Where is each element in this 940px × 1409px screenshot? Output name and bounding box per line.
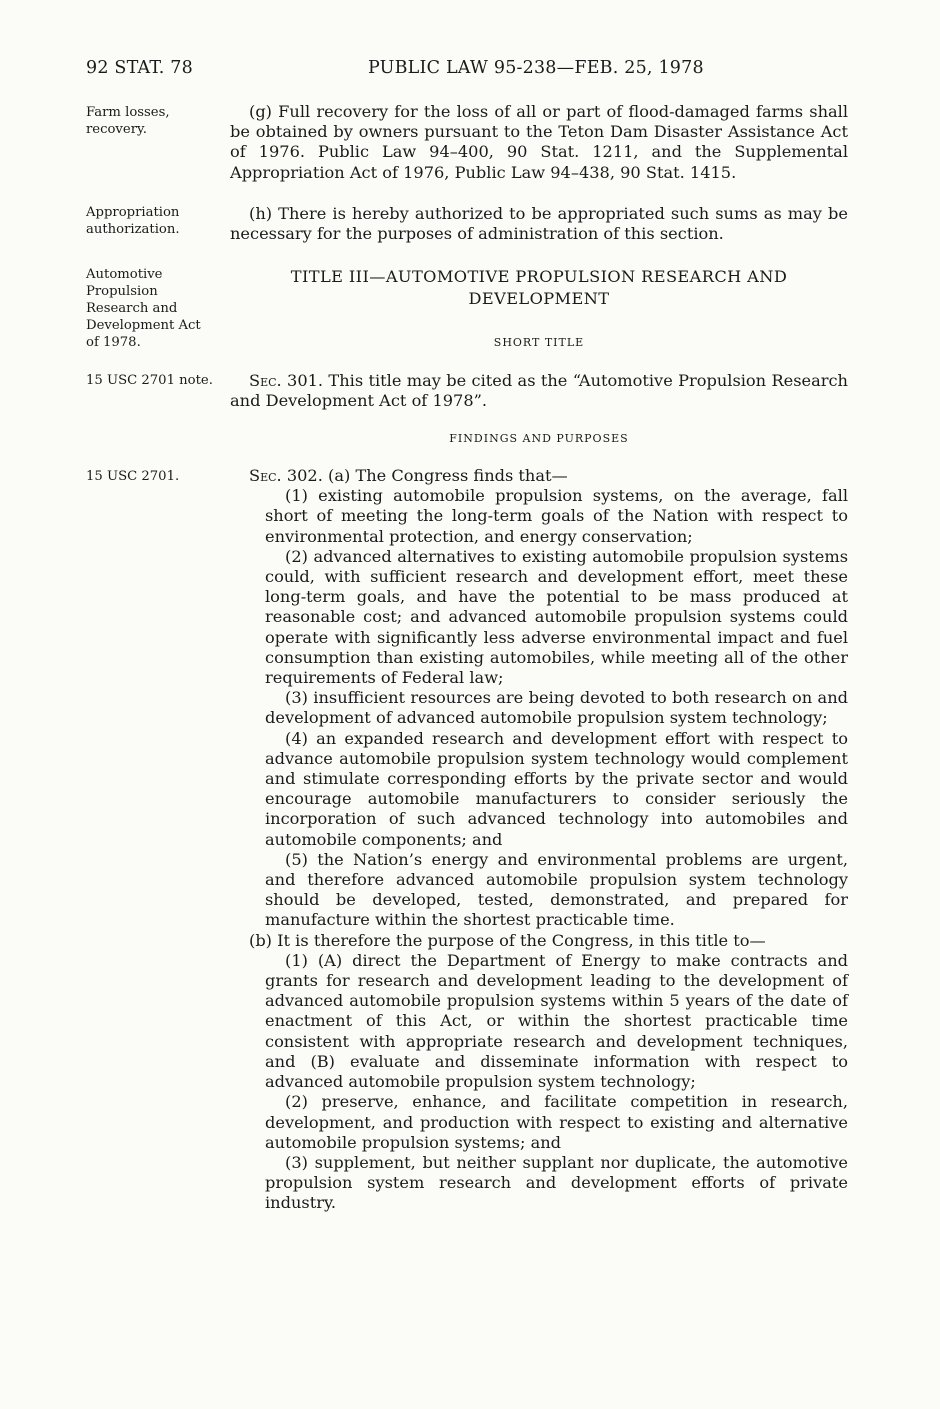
section-302-text: 302. (a) The Congress finds that— xyxy=(281,466,568,485)
margin-note-appropriation: Appropriation authorization. xyxy=(86,205,180,237)
finding-5: (5) the Nation’s energy and environmental problems are urgent, and therefore advanced automobile propulsion system technology should be developed, tested, demonstrated, and prepared for manufacture within the shortest practicable time. xyxy=(265,849,848,930)
purpose-1: (1) (A) direct the Department of Energy to make contracts and grants for research and development leading to the development of advanced automobile propulsion systems within 5 years of the date of enactment of this Act, or within the shortest practicable time consistent with appropriate research and development techniques, and (B) evaluate and disseminate information with respect to advanced automobile propulsion system technology; xyxy=(265,950,848,1092)
title-heading-line1: TITLE III—AUTOMOTIVE PROPULSION RESEARCH AND xyxy=(290,267,788,286)
findings-heading: FINDINGS AND PURPOSES xyxy=(449,432,629,445)
paragraph-g-text: (g) Full recovery for the loss of all or part of flood-damaged farms shall be obtained by owners pursuant to the Teton Dam Disaster Assistance Act of 1976. Public Law 94–400, 90 Stat. 1211, and the Supplemental Appropriation Act of 1976, Public Law 94–438, 90 Stat. 1415. xyxy=(230,102,848,182)
purpose-3: (3) supplement, but neither supplant nor duplicate, the automotive propulsion system research and development efforts of private industry. xyxy=(265,1152,848,1213)
paragraph-h-text: (h) There is hereby authorized to be appropriated such sums as may be necessary for the purposes of administration of this section. xyxy=(230,204,848,244)
title-heading-line2: DEVELOPMENT xyxy=(468,289,610,308)
finding-2: (2) advanced alternatives to existing automobile propulsion systems could, with sufficient research and development effort, meet these long-term goals, and have the potential to be mass produced at reasonable cost; and advanced automobile propulsion systems could operate with significantly less adverse environmental impact and fuel consumption than existing automobiles, while meeting all of the other requirements of Federal law; xyxy=(265,546,848,688)
paragraph-g xyxy=(230,102,848,183)
section-302 xyxy=(230,466,848,1214)
page-number-header: 92 STAT. 78 xyxy=(86,58,193,78)
margin-note-farm-losses: Farm losses, recovery. xyxy=(86,105,170,137)
purpose-2: (2) preserve, enhance, and facilitate competition in research, development, and production with respect to existing and alternative automobile propulsion systems; and xyxy=(265,1092,848,1152)
purpose-intro: (b) It is therefore the purpose of the Congress, in this title to— xyxy=(249,930,766,950)
finding-4: (4) an expanded research and development effort with respect to advance automobile propulsion system technology would complement and stimulate corresponding efforts by the private sector and would encourage automobile manufacturers to consider seriously the incorporation of such advanced technology into automobiles and automobile components; and xyxy=(265,728,848,849)
section-301-text: 301. This title may be cited as the “Automotive Propulsion Research and Development Act of 1978”. xyxy=(230,371,848,411)
section-302-label: Sec. xyxy=(249,466,282,485)
margin-note-usc: 15 USC 2701. xyxy=(86,469,180,484)
finding-3: (3) insufficient resources are being devoted to both research on and development of advanced automobile propulsion system technology; xyxy=(265,688,848,728)
running-header: PUBLIC LAW 95-238—FEB. 25, 1978 xyxy=(368,58,704,78)
short-title-heading: SHORT TITLE xyxy=(493,336,585,349)
section-301 xyxy=(230,371,848,411)
finding-1: (1) existing automobile propulsion systems, on the average, fall short of meeting the long-term goals of the Nation with respect to environmental protection, and energy conservation; xyxy=(265,486,848,546)
margin-note-usc-note: 15 USC 2701 note. xyxy=(86,373,213,388)
paragraph-h xyxy=(230,204,848,244)
section-301-label: Sec. xyxy=(249,371,282,390)
margin-note-act-name: Automotive Propulsion Research and Development Act of 1978. xyxy=(86,267,201,350)
